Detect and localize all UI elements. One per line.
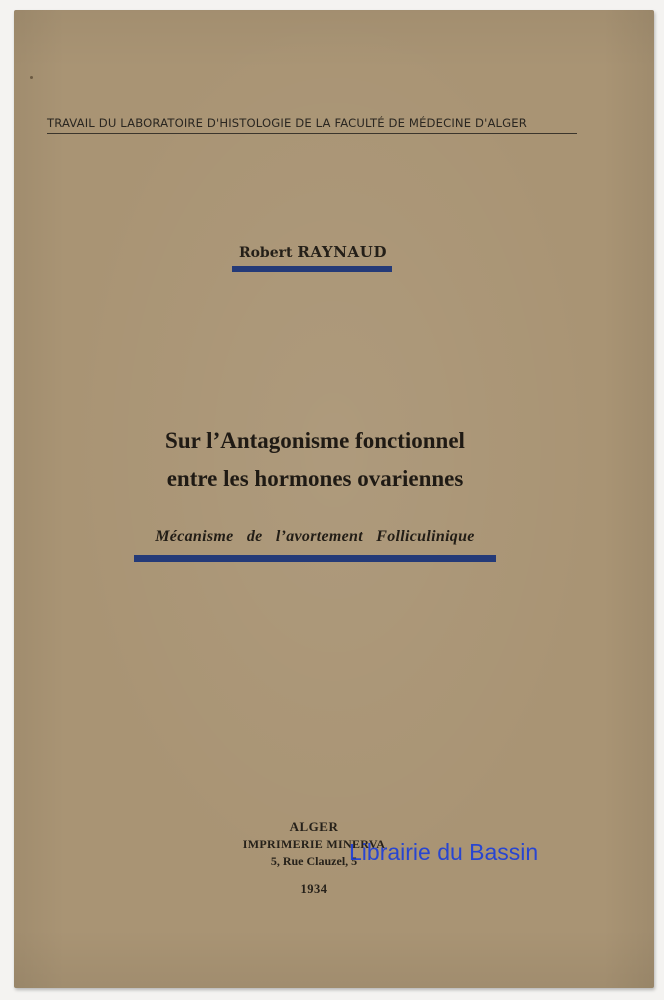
author-name (232, 243, 394, 261)
imprint-year: 1934 (300, 882, 328, 896)
book-cover (14, 10, 654, 988)
imprint-printer: IMPRIMERIE MINERVA (242, 837, 386, 851)
imprint-city: ALGER (289, 819, 339, 834)
author-last-name: RAYNAUD (297, 243, 388, 261)
laboratory-header: TRAVAIL DU LABORATOIRE D'HISTOLOGIE DE LA FACULTÉ DE MÉDECINE D'ALGER (47, 116, 527, 130)
bookseller-watermark: Librairie du Bassin (349, 839, 539, 865)
subtitle-underline-bar (134, 555, 496, 562)
paper-spot (30, 76, 33, 79)
title-line-1: Sur l’Antagonisme fonctionnel (165, 428, 465, 453)
book-subtitle: Mécanisme de l’avortement Folliculinique (155, 528, 475, 545)
header-rule (47, 133, 577, 134)
book-title (130, 422, 500, 498)
author-first-name: Robert (238, 245, 293, 261)
title-line-2: entre les hormones ovariennes (166, 466, 464, 491)
imprint-address: 5, Rue Clauzel, 5 (270, 854, 358, 868)
author-underline-bar (232, 266, 392, 272)
